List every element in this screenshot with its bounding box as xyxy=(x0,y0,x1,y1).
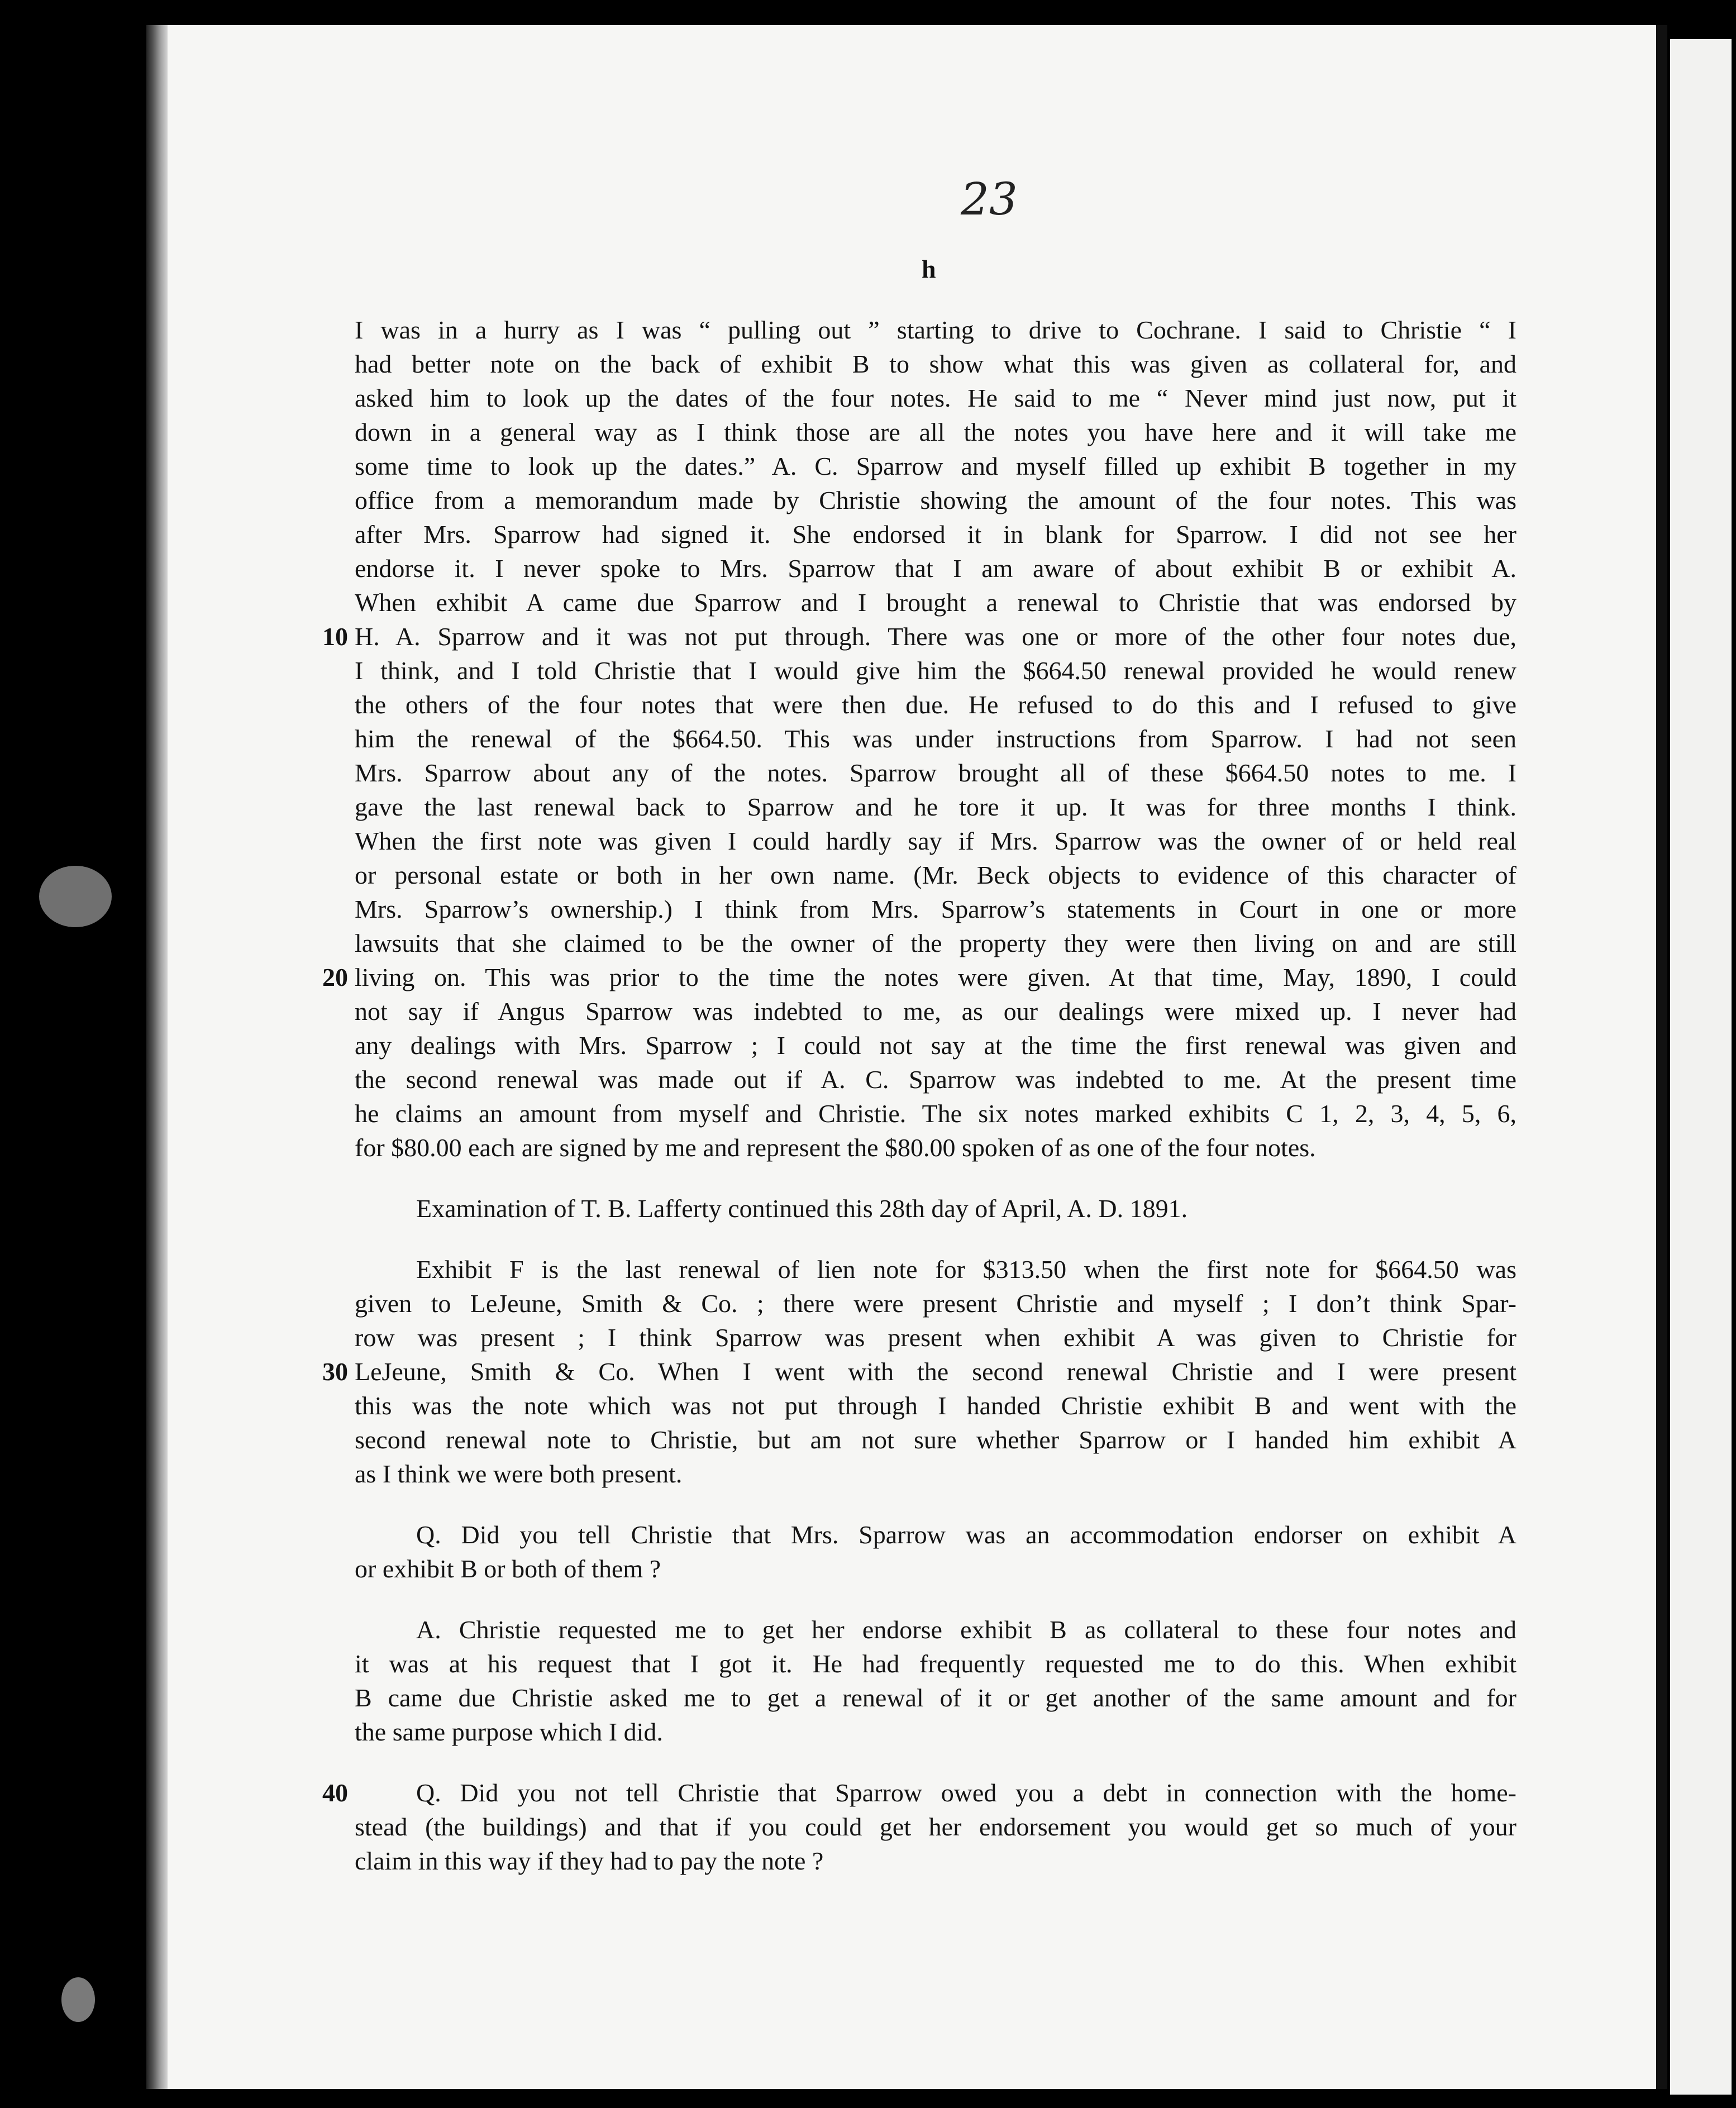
text-line xyxy=(355,858,1516,892)
line-text: any dealings with Mrs. Sparrow ; I could not say at the time the first renewal was given and xyxy=(355,1031,1516,1060)
text-line xyxy=(355,688,1516,722)
text-line xyxy=(355,824,1516,858)
line-text: I think, and I told Christie that I would give him the $664.50 renewal provided he would renew xyxy=(355,656,1516,685)
text-line xyxy=(355,551,1516,585)
line-number-marker: 20 xyxy=(322,963,348,991)
testimony-text xyxy=(322,313,1516,1878)
facing-page-edge xyxy=(1670,39,1732,2095)
text-line xyxy=(322,1355,1516,1389)
text-line xyxy=(355,1320,1516,1355)
text-line xyxy=(355,381,1516,415)
line-number-marker: 30 xyxy=(322,1357,348,1386)
text-line xyxy=(322,1776,1516,1810)
text-line xyxy=(355,926,1516,960)
line-text: or exhibit B or both of them ? xyxy=(355,1554,661,1583)
line-text: had better note on the back of exhibit B to show what this was given as collateral for, and xyxy=(355,350,1516,378)
text-line xyxy=(355,313,1516,347)
line-text: not say if Angus Sparrow was indebted to me, as our dealings were mixed up. I never had xyxy=(355,997,1516,1026)
line-text: Mrs. Sparrow about any of the notes. Sparrow brought all of these $664.50 notes to me. I xyxy=(355,759,1516,787)
line-text: endorse it. I never spoke to Mrs. Sparrow that I am aware of about exhibit B or exhibit A. xyxy=(355,554,1516,583)
line-text: some time to look up the dates.” A. C. Sparrow and myself filled up exhibit B together in my xyxy=(355,452,1516,480)
line-text: this was the note which was not put through I handed Christie exhibit B and went with the xyxy=(355,1391,1516,1420)
line-text: row was present ; I think Sparrow was present when exhibit A was given to Christie for xyxy=(355,1323,1516,1352)
line-text: Q. Did you not tell Christie that Sparrow owed you a debt in connection with the home- xyxy=(416,1778,1516,1807)
text-line xyxy=(355,1028,1516,1062)
scan-smudge xyxy=(61,1977,95,2022)
text-line xyxy=(355,1191,1516,1225)
text-line xyxy=(355,1681,1516,1715)
line-number-marker: 40 xyxy=(322,1778,348,1807)
line-text: after Mrs. Sparrow had signed it. She endorsed it in blank for Sparrow. I did not see her xyxy=(355,520,1516,549)
text-line xyxy=(355,654,1516,688)
line-text: given to LeJeune, Smith & Co. ; there were present Christie and myself ; I don’t think Spar- xyxy=(355,1289,1516,1318)
paragraph-gap xyxy=(355,1165,1516,1191)
text-line xyxy=(355,790,1516,824)
line-text: H. A. Sparrow and it was not put through. There was one or more of the other four notes due, xyxy=(355,622,1516,651)
line-text: Mrs. Sparrow’s ownership.) I think from Mrs. Sparrow’s statements in Court in one or more xyxy=(355,895,1516,923)
text-line xyxy=(322,619,1516,654)
text-line xyxy=(355,1131,1516,1165)
text-line xyxy=(355,1062,1516,1096)
line-text: the same purpose which I did. xyxy=(355,1718,663,1746)
scan-background-left xyxy=(0,0,146,2108)
text-line xyxy=(322,960,1516,994)
line-number-marker: 10 xyxy=(322,622,348,651)
line-text: office from a memorandum made by Christie showing the amount of the four notes. This was xyxy=(355,486,1516,514)
line-text: down in a general way as I think those are all the notes you have here and it will take me xyxy=(355,418,1516,446)
page-gutter-right xyxy=(1656,25,1667,2089)
text-line xyxy=(355,1286,1516,1320)
line-text: When exhibit A came due Sparrow and I brought a renewal to Christie that was endorsed by xyxy=(355,588,1516,617)
line-text: stead (the buildings) and that if you could get her endorsement you would get so much of your xyxy=(355,1813,1516,1841)
text-line xyxy=(355,892,1516,926)
line-text: Q. Did you tell Christie that Mrs. Sparrow was an accommodation endorser on exhibit A xyxy=(416,1520,1516,1549)
text-line xyxy=(355,1715,1516,1749)
paragraph-gap xyxy=(355,1225,1516,1252)
line-text: second renewal note to Christie, but am not sure whether Sparrow or I handed him exhibit A xyxy=(355,1425,1516,1454)
text-line xyxy=(355,756,1516,790)
line-text: LeJeune, Smith & Co. When I went with the second renewal Christie and I were present xyxy=(355,1357,1516,1386)
line-text: for $80.00 each are signed by me and represent the $80.00 spoken of as one of the four notes. xyxy=(355,1133,1316,1162)
line-text: Examination of T. B. Lafferty continued this 28th day of April, A. D. 1891. xyxy=(416,1194,1188,1223)
line-text: as I think we were both present. xyxy=(355,1460,683,1488)
line-text: lawsuits that she claimed to be the owner of the property they were then living on and are still xyxy=(355,929,1516,957)
line-text: the others of the four notes that were then due. He refused to do this and I refused to give xyxy=(355,690,1516,719)
line-text: he claims an amount from myself and Christie. The six notes marked exhibits C 1, 2, 3, 4, 5, 6, xyxy=(355,1099,1516,1128)
line-text: him the renewal of the $664.50. This was under instructions from Sparrow. I had not seen xyxy=(355,724,1516,753)
text-line xyxy=(355,722,1516,756)
text-line xyxy=(355,347,1516,381)
line-text: living on. This was prior to the time the notes were given. At that time, May, 1890, I could xyxy=(355,963,1516,991)
line-text: or personal estate or both in her own name. (Mr. Beck objects to evidence of this character of xyxy=(355,861,1516,889)
line-text: When the first note was given I could hardly say if Mrs. Sparrow was the owner of or held real xyxy=(355,827,1516,855)
text-line xyxy=(355,585,1516,619)
line-text: A. Christie requested me to get her endorse exhibit B as collateral to these four notes and xyxy=(416,1615,1516,1644)
text-line xyxy=(355,1844,1516,1878)
line-text: gave the last renewal back to Sparrow and he tore it up. It was for three months I think. xyxy=(355,793,1516,821)
line-text: the second renewal was made out if A. C. Sparrow was indebted to me. At the present time xyxy=(355,1065,1516,1094)
text-line xyxy=(355,1613,1516,1647)
line-text: B came due Christie asked me to get a renewal of it or get another of the same amount and for xyxy=(355,1683,1516,1712)
page-number: 23 xyxy=(961,173,1018,225)
text-line xyxy=(355,483,1516,517)
text-line xyxy=(355,517,1516,551)
text-line xyxy=(355,1389,1516,1423)
text-line xyxy=(355,1096,1516,1131)
paragraph-gap xyxy=(355,1586,1516,1613)
line-text: Exhibit F is the last renewal of lien note for $313.50 when the first note for $664.50 was xyxy=(416,1255,1516,1284)
page-mark: h xyxy=(922,255,936,283)
book-spine-edge xyxy=(146,25,169,2089)
line-text: asked him to look up the dates of the four notes. He said to me “ Never mind just now, put it xyxy=(355,384,1516,412)
text-line xyxy=(355,1252,1516,1286)
text-line xyxy=(355,1518,1516,1552)
scan-smudge xyxy=(39,866,112,927)
paragraph-gap xyxy=(355,1749,1516,1776)
line-text: it was at his request that I got it. He had frequently requested me to do this. When exhibit xyxy=(355,1649,1516,1678)
line-text: I was in a hurry as I was “ pulling out ” starting to drive to Cochrane. I said to Christie “ I xyxy=(355,316,1516,344)
text-line xyxy=(355,1423,1516,1457)
text-line xyxy=(355,1457,1516,1491)
paragraph-gap xyxy=(355,1491,1516,1518)
text-line xyxy=(355,994,1516,1028)
text-line xyxy=(355,1647,1516,1681)
text-line xyxy=(355,415,1516,449)
text-line xyxy=(355,449,1516,483)
line-text: claim in this way if they had to pay the note ? xyxy=(355,1847,824,1875)
text-line xyxy=(355,1810,1516,1844)
text-line xyxy=(355,1552,1516,1586)
